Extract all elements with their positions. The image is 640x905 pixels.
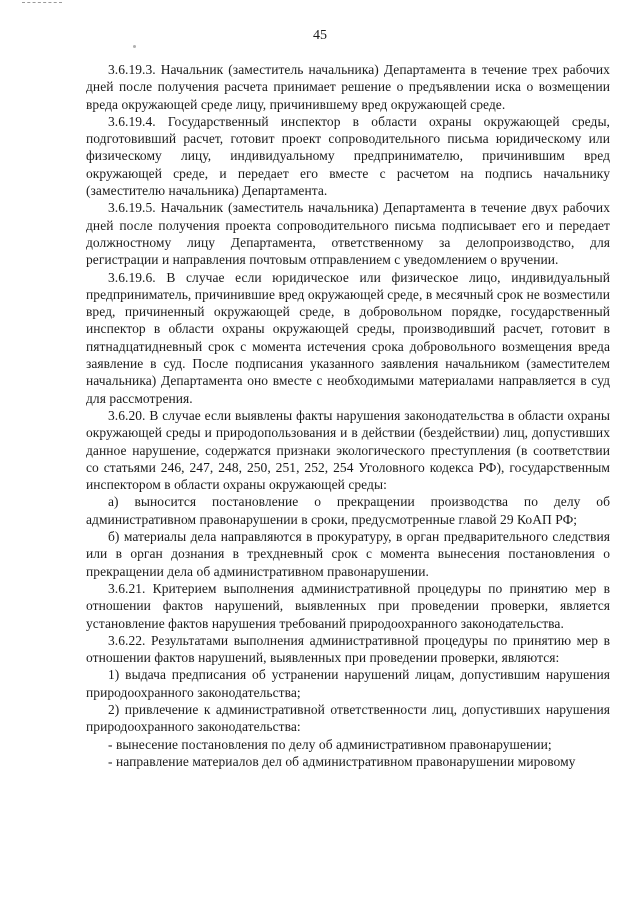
list-item-b: б) материалы дела направляются в прокуратуру, в орган предварительного следствия или в орган дознания в трехдневный срок с момента вынесения постановления о прекращении дела об административном правонарушении. [86, 529, 610, 579]
dash-item-resolution: - вынесение постановления по делу об административном правонарушении; [108, 736, 552, 752]
paragraph-3-6-20: 3.6.20. В случае если выявлены факты нарушения законодательства в области охраны окружающей среды и природопользования и в действии (бездействии) лиц, допустивших данное нарушение, содержатся признаки экологического преступления (в соответствии со статьями 246, 247, 248, 250, 251, 252, 254 Уголовного кодекса РФ), государственным инспектором в области охраны окружающей среды: [86, 407, 610, 493]
dash-item-referral: - направление материалов дел об административном правонарушении мировому [108, 753, 576, 769]
scan-artifact-mark [22, 2, 62, 4]
paragraph-3-6-21: 3.6.21. Критерием выполнения административной процедуры по принятию мер в отношении фактов нарушений, выявленных при проведении проверки, является установление фактов нарушения требований природоохранного законодательства. [86, 580, 610, 631]
paragraph-3-6-19-6: 3.6.19.6. В случае если юридическое или физическое лицо, индивидуальный предприниматель, причинившие вред окружающей среде, в месячный срок не возместили вред, причиненный окружающей среде, в добровольном порядке, государственный инспектор в области охраны окружающей среды, производивший расчет, готовит в пятнадцатидневный срок с момента истечения срока добровольного возмещения вреда заявление в суд. После подписания указанного заявления начальником (заместителем начальника) Департамента оно вместе с необходимыми материалами направляется в суд для рассмотрения. [86, 269, 610, 406]
paragraph-3-6-19-5: 3.6.19.5. Начальник (заместитель начальника) Департамента в течение двух рабочих дней после получения проекта сопроводительного письма подписывает его и передает должностному лицу Департамента, ответственному за делопроизводство, для регистрации и направления почтовым отправлением с уведомлением о вручении. [86, 200, 610, 268]
paragraph-3-6-19-3: 3.6.19.3. Начальник (заместитель начальника) Департамента в течение трех рабочих дней после получения расчета принимает решение о предъявлении иска о возмещении вреда окружающей среде лицу, причинившему вред окружающей среде. [86, 62, 610, 112]
list-item-a: а) выносится постановление о прекращении производства по делу об административном правонарушении в сроки, предусмотренные главой 29 КоАП РФ; [86, 494, 610, 527]
document-body [86, 61, 610, 770]
paragraph-3-6-19-4: 3.6.19.4. Государственный инспектор в области охраны окружающей среды, подготовивший расчет, готовит проект сопроводительного письма юридическому или физическому лицу, индивидуальному предпринимателю, причинившим вред окружающей среде, и передает его вместе с расчетом на подпись начальнику (заместителю начальника) Департамента. [86, 113, 610, 199]
paragraph-3-6-22: 3.6.22. Результатами выполнения административной процедуры по принятию мер в отношении фактов нарушений, выявленных при проведении проверки, являются: [86, 632, 610, 666]
page-number: 45 [313, 28, 327, 43]
list-item-1: 1) выдача предписания об устранении нарушений лицам, допустившим нарушения природоохранного законодательства; [86, 667, 610, 700]
scan-artifact-dot [133, 45, 136, 48]
list-item-2: 2) привлечение к административной ответственности лиц, допустивших нарушения природоохранного законодательства: [86, 701, 610, 735]
